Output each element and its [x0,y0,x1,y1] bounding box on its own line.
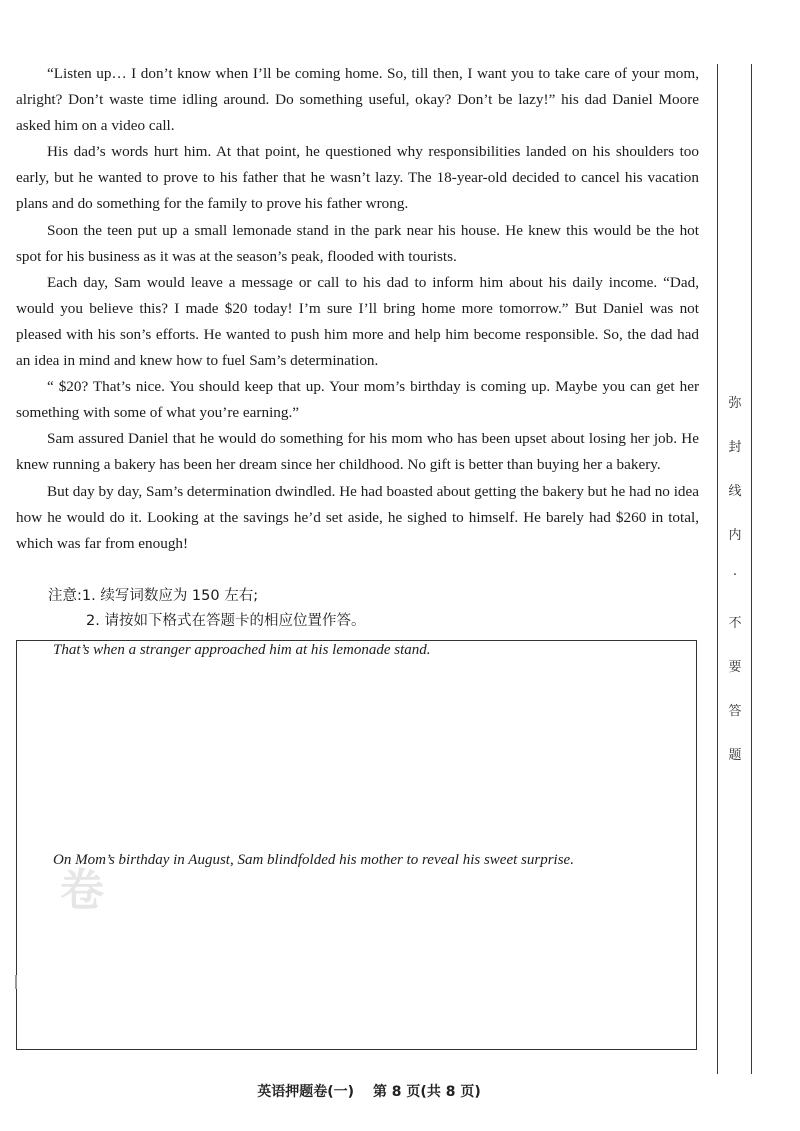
page-number: 第 8 页(共 8 页) [372,1084,481,1100]
passage-paragraph: “Listen up… I don’t know when I’ll be coming home. So, till then, I want you to take care of your mom, alright? Don’t waste time idling around. Do something useful, okay? Don’t be lazy!” his dad Daniel Moore asked him on a video call. [16,65,699,135]
watermark-stamp: 卷 [60,865,104,916]
seal-char: 封 [728,440,742,455]
instruction-format: 2. 请按如下格式在答题卡的相应位置作答。 [86,613,366,629]
margin-tick [15,975,17,989]
passage-paragraph: Sam assured Daniel that he would do something for his mom who has been upset about losing her job. He knew running a bakery has been her dream since her childhood. No gift is better than buying her a bakery. [16,430,699,474]
passage-paragraph: Each day, Sam would leave a message or call to his dad to inform him about his daily income. “Dad, would you believe this? I made $20 today! I’m sure I’ll bring home more tomorrow.” But Daniel was not pleased with his son’s efforts. He wanted to push him more and help him become responsible. So, the dad had an idea in mind and knew how to fuel Sam’s determination. [16,273,699,370]
binding-line-outer [751,64,752,1074]
passage-paragraph: But day by day, Sam’s determination dwindled. He had boasted about getting the bakery but he had no idea how he would do it. Looking at the savings he’d set aside, he sighed to himself. He barely had $260 in total, which was far from enough! [16,482,699,552]
paragraph-2-opening: On Mom’s birthday in August, Sam blindfolded his mother to reveal his sweet surprise. [53,852,574,868]
passage-paragraph: His dad’s words hurt him. At that point, he questioned why responsibilities landed on his shoulders too early, but he wanted to prove to his father that he wasn’t lazy. The 18-year-old decided to cancel his vacation plans and do something for the family to prove his father wrong. [16,143,699,213]
passage-paragraph: “ $20? That’s nice. You should keep that up. Your mom’s birthday is coming up. Maybe you can get her something with some of what you’re earning.” [16,378,699,422]
page-footer [0,1081,738,1101]
reading-passage [16,61,699,557]
seal-char: 线 [728,484,742,499]
seal-char: 弥 [728,396,742,411]
seal-line-notice [722,392,748,788]
seal-char: 内 [728,528,742,543]
passage-paragraph: Soon the teen put up a small lemonade stand in the park near his house. He knew this would be the hot spot for his business as it was at the season’s peak, flooded with tourists. [16,221,699,265]
instructions [48,584,365,634]
seal-char: 不 [728,616,742,631]
seal-char: 答 [728,704,742,719]
seal-char: 题 [728,748,742,763]
seal-char: · [732,568,738,583]
binding-line-inner [717,64,718,1074]
exam-title: 英语押题卷(一) [257,1084,355,1100]
answer-box[interactable] [16,640,697,1050]
paragraph-1-opening: That’s when a stranger approached him at his lemonade stand. [53,642,431,658]
instruction-word-count: 注意:1. 续写词数应为 150 左右; [48,588,259,604]
seal-char: 要 [728,660,742,675]
